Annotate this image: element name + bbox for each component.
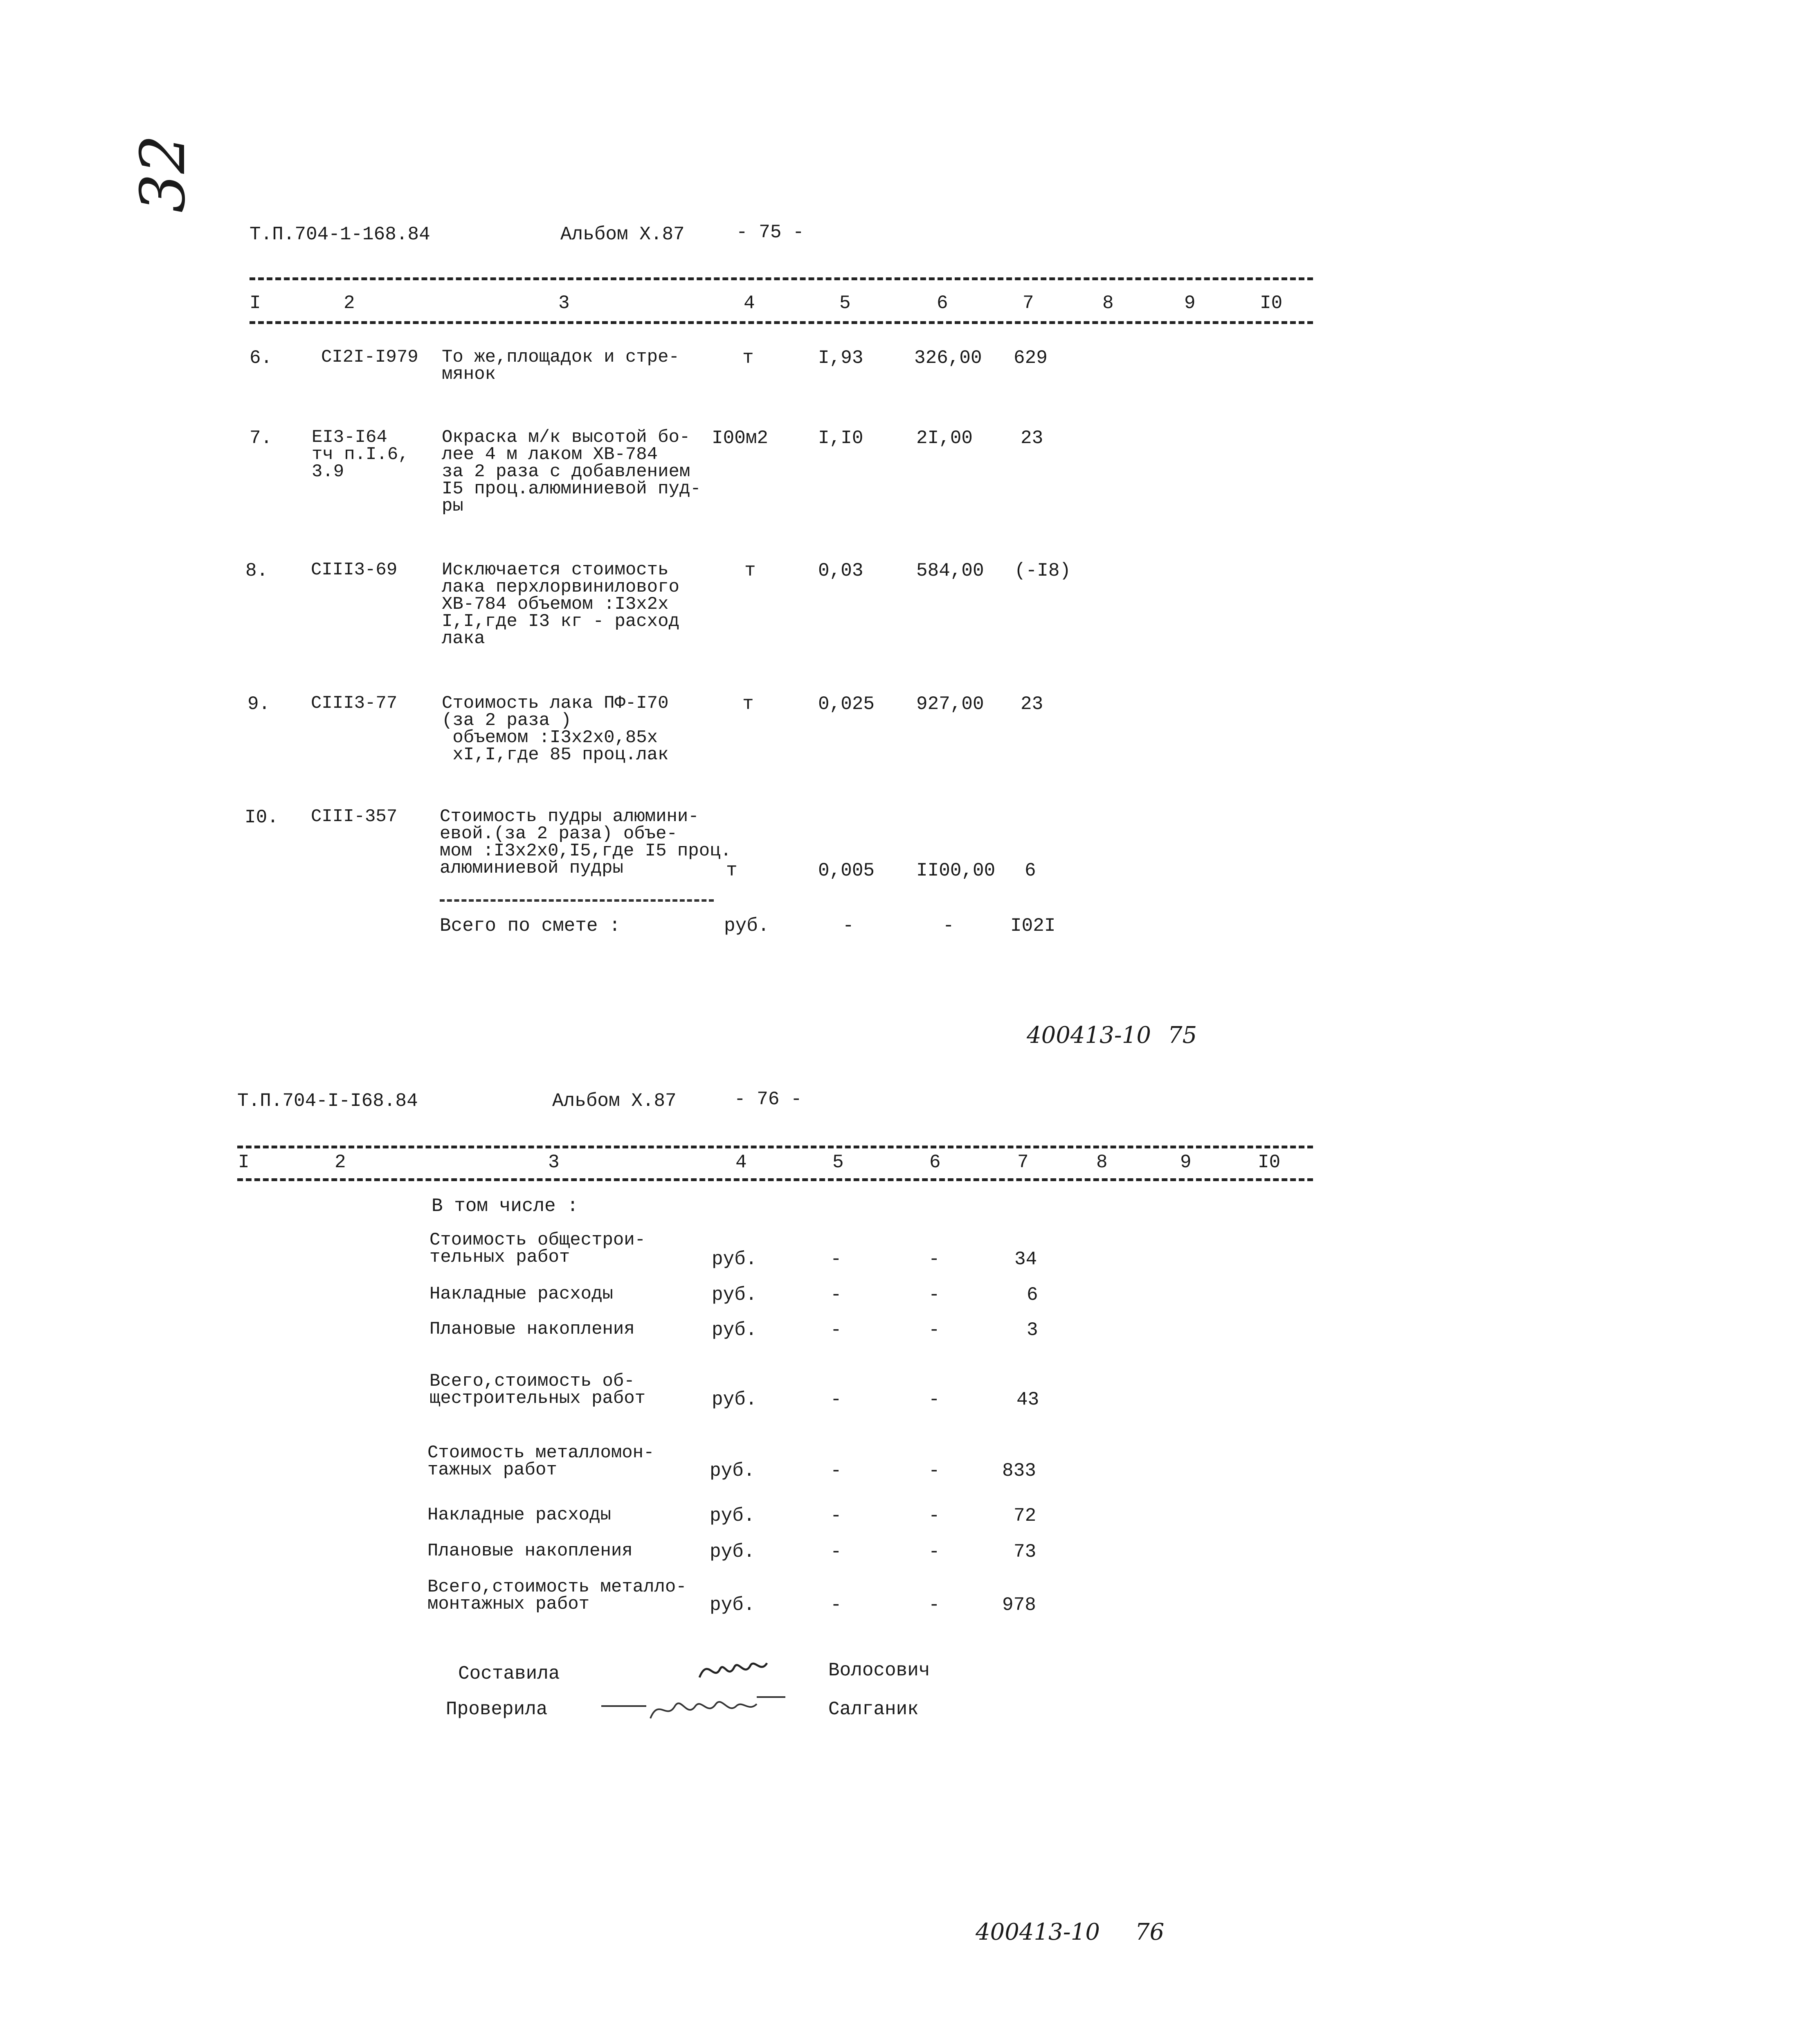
item-total: 73: [1014, 1541, 1037, 1562]
row-total: 6: [1025, 860, 1036, 881]
total-quantity: -: [843, 915, 854, 936]
item-quantity: -: [830, 1460, 842, 1481]
page75-album: Альбом Х.87: [560, 224, 685, 245]
col-num: 9: [1184, 293, 1196, 314]
row-unit: I00м2: [712, 428, 769, 449]
row-number: 9.: [247, 693, 270, 715]
item-label: Накладные расходы: [429, 1284, 613, 1304]
col-num: I0: [1258, 1152, 1281, 1173]
item-unit: руб.: [710, 1460, 755, 1481]
handwritten-signature-checker: [597, 1690, 789, 1727]
page76-project-code: Т.П.704-I-I68.84: [237, 1090, 418, 1112]
item-unit: руб.: [712, 1249, 757, 1270]
total-unit: руб.: [724, 915, 769, 936]
item-label: Накладные расходы: [427, 1505, 611, 1525]
col-num: 6: [929, 1152, 941, 1173]
total-label: Всего по смете :: [440, 915, 621, 936]
signature-name: Салганик: [828, 1699, 919, 1720]
row-unit: т: [742, 693, 754, 715]
item-price: -: [929, 1505, 940, 1526]
col-num: 2: [344, 293, 355, 314]
item-total: 833: [1002, 1460, 1036, 1481]
item-quantity: -: [830, 1319, 842, 1341]
item-price: -: [929, 1284, 940, 1306]
row-description: То же,площадок и стре- мянок: [442, 347, 679, 385]
col-num: 2: [335, 1152, 346, 1173]
col-num: 7: [1017, 1152, 1029, 1173]
col-num: I: [250, 293, 261, 314]
item-price: -: [929, 1541, 940, 1562]
page76-album: Альбом Х.87: [552, 1090, 677, 1112]
subtotal-rule: [440, 899, 714, 902]
page76-archive-stamp: 400413-10: [976, 1919, 1100, 1945]
total-price: -: [943, 915, 954, 936]
item-unit: руб.: [712, 1389, 757, 1410]
row-unit-price: 584,00: [916, 560, 984, 581]
page76-page-number: - 76 -: [734, 1089, 802, 1110]
item-unit: руб.: [710, 1541, 755, 1562]
corner-page-mark: 32: [128, 135, 199, 213]
row-total: 629: [1014, 347, 1048, 369]
row-description: Стоимость пудры алюмини- евой.(за 2 раза) объе- мом :I3х2х0,I5,где I5 проц. алюминиевой пудры: [440, 806, 731, 878]
row-code: ЕI3-I64 тч п.I.6, 3.9: [312, 427, 409, 482]
row-code: СIII3-77: [311, 693, 398, 714]
row-description: Окраска м/к высотой бо- лее 4 м лаком ХВ-784 за 2 раза с добавлением I5 проц.алюминиевой пуд- ры: [442, 427, 701, 516]
row-unit: т: [742, 347, 754, 369]
col-num: 4: [744, 293, 755, 314]
row-number: 8.: [245, 560, 268, 581]
row-number: 6.: [250, 347, 272, 369]
row-code: СI2I-I979: [321, 347, 418, 367]
row-number: 7.: [250, 428, 272, 449]
page76-header-rule-top: [237, 1146, 1313, 1148]
row-unit: т: [726, 860, 737, 881]
item-price: -: [929, 1249, 940, 1270]
breakdown-intro: В том числе :: [432, 1195, 578, 1217]
item-price: -: [929, 1319, 940, 1341]
signature-role: Проверила: [446, 1699, 548, 1720]
row-quantity: I,93: [818, 347, 863, 369]
col-num: 3: [548, 1152, 560, 1173]
item-price: -: [929, 1389, 940, 1410]
signature-role: Составила: [458, 1663, 560, 1684]
page76-archive-stamp-page: 76: [1135, 1919, 1165, 1945]
item-total: 72: [1014, 1505, 1037, 1526]
row-unit-price: II00,00: [916, 860, 996, 881]
total-amount: I02I: [1010, 915, 1056, 936]
item-quantity: -: [830, 1541, 842, 1562]
row-quantity: 0,03: [818, 560, 863, 581]
item-price: -: [929, 1594, 940, 1616]
row-description: Исключается стоимость лака перхлорвинилового ХВ-784 объемом :I3х2х I,I,где I3 кг - расход лака: [442, 560, 679, 649]
item-quantity: -: [830, 1284, 842, 1306]
item-unit: руб.: [712, 1284, 757, 1306]
item-unit: руб.: [712, 1319, 757, 1341]
col-num: 7: [1023, 293, 1034, 314]
page75-page-number: - 75 -: [736, 222, 804, 243]
col-num: 5: [839, 293, 851, 314]
item-quantity: -: [830, 1389, 842, 1410]
col-num: 8: [1096, 1152, 1108, 1173]
item-unit: руб.: [710, 1505, 755, 1526]
item-label: Стоимость общестрои- тельных работ: [429, 1230, 646, 1267]
row-quantity: 0,025: [818, 693, 875, 715]
item-total: 3: [1027, 1319, 1038, 1341]
item-label: Плановые накопления: [429, 1319, 635, 1339]
row-code: СIII-357: [311, 806, 398, 827]
col-num: I: [238, 1152, 250, 1173]
item-label: Стоимость металломон- тажных работ: [427, 1443, 654, 1480]
col-num: 9: [1180, 1152, 1192, 1173]
page75-header-rule-bottom: [250, 321, 1313, 324]
page75-archive-stamp: 400413-10: [1027, 1022, 1151, 1049]
col-num: 4: [735, 1152, 747, 1173]
item-total: 34: [1014, 1249, 1037, 1270]
page76-header-rule-bottom: [237, 1178, 1313, 1181]
row-description: Стоимость лака ПФ-I70 (за 2 раза ) объемом :I3х2х0,85х хI,I,где 85 проц.лак: [442, 693, 669, 765]
row-quantity: 0,005: [818, 860, 875, 881]
signature-name: Волосович: [828, 1660, 930, 1681]
col-num: 5: [832, 1152, 844, 1173]
row-quantity: I,I0: [818, 428, 863, 449]
row-code: СIII3-69: [311, 560, 398, 580]
row-total: (-I8): [1014, 560, 1071, 581]
row-total: 23: [1021, 428, 1043, 449]
item-unit: руб.: [710, 1594, 755, 1616]
page75-archive-stamp-page: 75: [1168, 1022, 1197, 1049]
row-unit-price: 326,00: [914, 347, 982, 369]
item-total: 43: [1016, 1389, 1039, 1410]
row-total: 23: [1021, 693, 1043, 715]
item-quantity: -: [830, 1505, 842, 1526]
item-quantity: -: [830, 1594, 842, 1616]
item-label: Плановые накопления: [427, 1541, 633, 1561]
col-num: I0: [1260, 293, 1283, 314]
row-number: I0.: [245, 807, 279, 828]
page75-header-rule-top: [250, 277, 1313, 280]
page75-project-code: Т.П.704-1-168.84: [250, 224, 430, 245]
col-num: 6: [937, 293, 948, 314]
item-total: 6: [1027, 1284, 1038, 1306]
item-quantity: -: [830, 1249, 842, 1270]
handwritten-signature-compiler: [695, 1653, 773, 1686]
item-price: -: [929, 1460, 940, 1481]
row-unit-price: 927,00: [916, 693, 984, 715]
col-num: 3: [558, 293, 570, 314]
row-unit: т: [744, 560, 756, 581]
row-unit-price: 2I,00: [916, 428, 973, 449]
item-total: 978: [1002, 1594, 1036, 1616]
col-num: 8: [1102, 293, 1114, 314]
item-label: Всего,стоимость об- щестроительных работ: [429, 1371, 646, 1409]
item-label: Всего,стоимость металло- монтажных работ: [427, 1577, 687, 1614]
